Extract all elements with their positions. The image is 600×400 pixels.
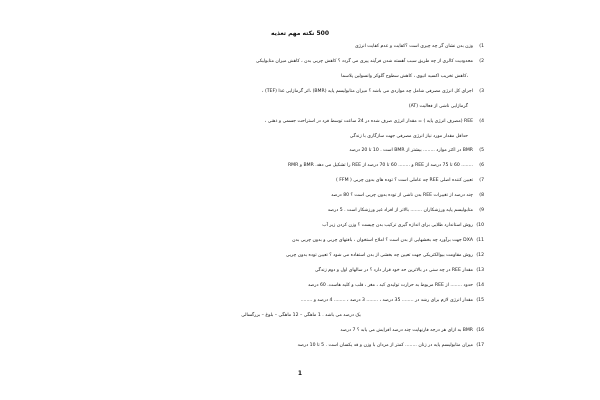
item-text: گرمازایی ناشی از فعالیت (AT) — [408, 104, 468, 109]
item-text: روش استاندارد طلایی برای اندازه گیری ترکیب بدن چیست ؟ وزن کردن زیر آب — [322, 223, 473, 228]
item-text: مقدار REE در چه سنی در بالاترین حد خود قرار دارد ؟ در سالهای اول و دوم زندگی — [314, 268, 473, 273]
list-item — [118, 44, 484, 50]
list-item — [118, 343, 484, 349]
item-text: تعیین کننده اصلی REE چه عاملی است ؟ توده های بدون چربی ( FFM ) — [336, 178, 473, 183]
list-item — [118, 223, 484, 229]
list-item — [118, 268, 484, 274]
item-number: 3) — [479, 89, 484, 94]
item-text: اجزای کل انرژی مصرفی شامل چه مواردی می باشد ؟ میزان متابولیسم پایه (BMR) ،اثر گرمازایی غذا (TEF) ، — [262, 89, 473, 94]
item-number: 10) — [476, 223, 484, 228]
item-number: 13) — [476, 268, 484, 273]
item-text: یک درصد می باشد . 1 ماهگی – 12 ماهگی – بلوغ – بزرگسالی — [241, 313, 361, 318]
item-number: 7) — [479, 178, 484, 183]
list-item — [118, 178, 484, 184]
list-item — [118, 283, 484, 289]
list-item — [118, 253, 484, 259]
item-number: 5) — [479, 148, 484, 153]
list-item-continuation — [128, 104, 476, 110]
list-item — [118, 208, 484, 214]
list-item — [118, 148, 484, 154]
item-text: REE (مصرف انرژی پایه ) = مقدار انرژی صرف شده در 24 ساعت توسط فرد در استراحت جسمی و ذهنی ، — [264, 119, 473, 124]
item-text: میزان متابولیسم پایه در زنان ........ کمتر از مردان با وزن و قد یکسان است . 5 تا 10 درصد — [297, 343, 473, 348]
list-item — [118, 298, 484, 304]
item-text: حدود ........ از REE مربوط به حرارت تولیدی کبد ، مغز ، قلب و کلیه هاست. 60 درصد — [307, 283, 473, 288]
list-item — [118, 119, 484, 125]
item-text: ،کاهش تخریب اکسید اتیوی ، کاهش سطوح گلوکز وانسولین پلاسما — [341, 74, 468, 79]
item-number: 16) — [476, 328, 484, 333]
item-text: DXA جهت برآورد چه بخشهایی از بدن است ؟ املاح استخوان ، بافتهای چربی و بدون چربی بدن — [292, 238, 473, 243]
item-number: 15) — [476, 298, 484, 303]
item-number: 11) — [476, 238, 484, 243]
item-number: 1) — [479, 44, 484, 49]
page-number: 1 — [297, 370, 303, 377]
item-number: 17) — [476, 343, 484, 348]
list-item — [118, 59, 484, 65]
list-item-continuation — [128, 134, 476, 140]
list-item — [118, 89, 484, 95]
item-text: حداقل مقدار مورد نیاز انرژی مصرفی جهت سازگاری با زندگی — [349, 134, 468, 139]
item-number: 8) — [479, 193, 484, 198]
item-text: BMR به ازای هر درجه فارنهایت چند درصد افزایش می یابد ؟ 7 درصد — [340, 328, 473, 333]
list-item — [118, 163, 484, 169]
item-text: مقدار انرژی لازم برای رشد در ........ 35 درصد ، ........ 3 درصد ، ........ 4 درصد و ........ — [300, 298, 473, 303]
item-number: 14) — [476, 283, 484, 288]
item-text: محدودیت کالری از چه طریق سبب آهسته شدن فرآیند پیری می گردد ؟ کاهش چربی بدن ، کاهش میزان متابولیکی — [255, 59, 473, 64]
item-number: 6) — [479, 163, 484, 168]
item-text: ........ 60 تا 75 درصد از REE و ........ 60 تا 70 درصد از REE را تشکیل می دهد. BMR و RMR — [287, 163, 473, 168]
item-number: 9) — [479, 208, 484, 213]
list-item-continuation — [128, 74, 476, 80]
document-title: 500 نکته مهم تغذیه — [270, 30, 329, 37]
item-text: روش مقاومت بیوالکتریکی جهت تعیین چه بخشی از بدن استفاده می شود ؟ تعیین توده بدون چربی — [285, 253, 473, 258]
item-number: 4) — [479, 119, 484, 124]
list-item — [118, 193, 484, 199]
item-text: وزن بدن نشان گر چه چیزی است ؟کفایت و عدم کفایت انرژی — [354, 44, 473, 49]
item-number: 12) — [476, 253, 484, 258]
item-text: متابولیسم پایه ورزشکاران ........ بالاتر از افراد غیر ورزشکار است . 5 درصد — [327, 208, 473, 213]
item-text: BMR در اکثر موارد ........ بیشتر از BMR است . 10 تا 20 درصد — [349, 148, 473, 153]
list-item — [118, 328, 484, 334]
list-item-continuation — [136, 313, 466, 319]
item-text: چند درصد از تغییرات REE بدن ناشی از توده بدون چربی است ؟ 80 درصد — [331, 193, 473, 198]
list-item — [118, 238, 484, 244]
item-number: 2) — [479, 59, 484, 64]
